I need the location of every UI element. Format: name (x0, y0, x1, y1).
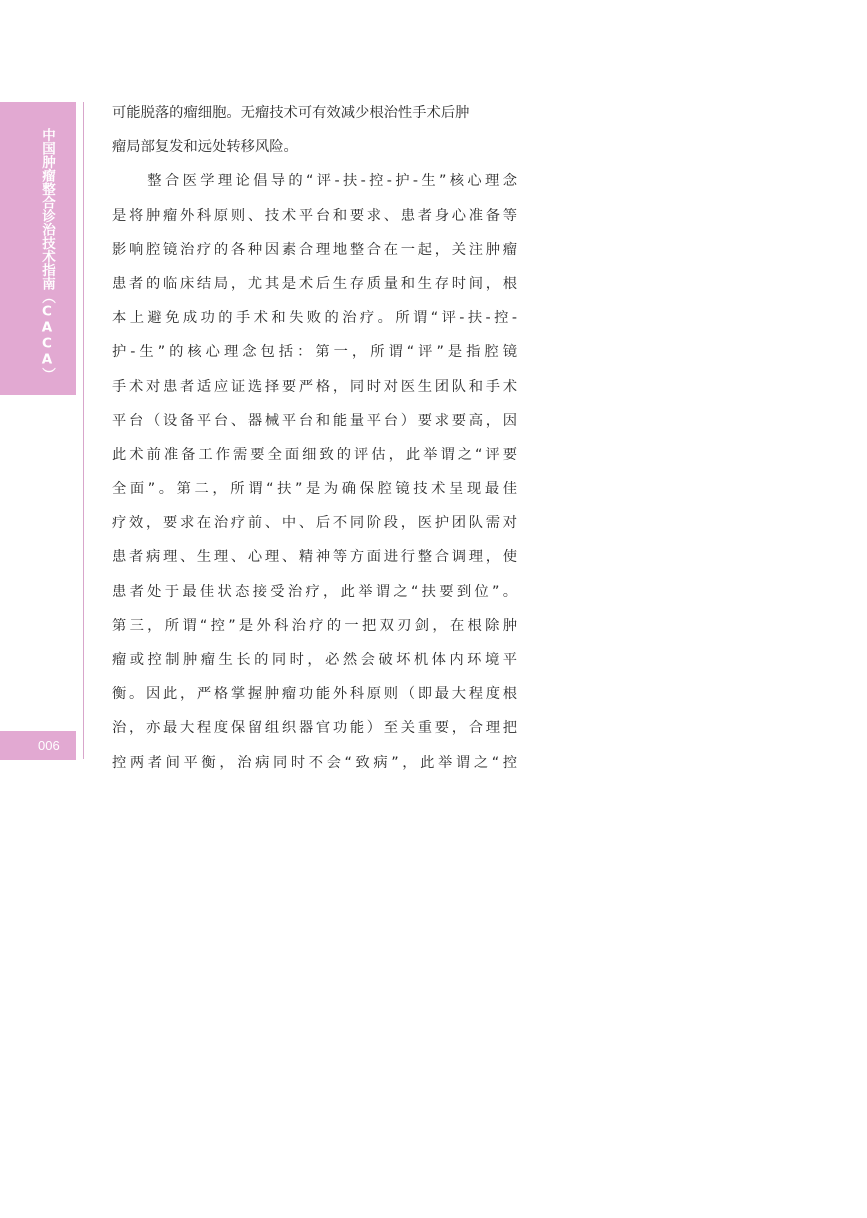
text-line: 平台（设备平台、器械平台和能量平台）要求要高，因 (112, 412, 517, 429)
text-line: 患者处于最佳状态接受治疗，此举谓之“扶要到位”。 (112, 583, 517, 600)
text-line: 是将肿瘤外科原则、技术平台和要求、患者身心准备等 (112, 207, 517, 224)
text-line: 疗效，要求在治疗前、中、后不同阶段，医护团队需对 (112, 515, 517, 532)
text-line: 影响腔镜治疗的各种因素合理地整合在一起，关注肿瘤 (112, 241, 517, 258)
text-line: 整合医学理论倡导的“评-扶-控-护-生”核心理念 (112, 173, 517, 190)
text-line: 本上避免成功的手术和失败的治疗。所谓“评-扶-控- (112, 310, 517, 327)
text-line: 衡。因此，严格掌握肿瘤功能外科原则（即最大程度根 (112, 686, 517, 703)
text-line: 治，亦最大程度保留组织器官功能）至关重要，合理把 (112, 720, 517, 737)
body-text (112, 96, 517, 780)
text-line: 患者的临床结局，尤其是术后生存质量和生存时间，根 (112, 275, 517, 292)
text-line: 全面”。第二，所谓“扶”是为确保腔镜技术呈现最佳 (112, 481, 517, 498)
text-line: 此术前准备工作需要全面细致的评估，此举谓之“评要 (112, 446, 517, 463)
text-line: 护-生”的核心理念包括：第一，所谓“评”是指腔镜 (112, 344, 517, 361)
vertical-rule (83, 102, 84, 759)
page-number: 006 (38, 738, 60, 753)
text-line: 患者病理、生理、心理、精神等方面进行整合调理，使 (112, 549, 517, 566)
text-line: 瘤局部复发和远处转移风险。 (112, 139, 298, 156)
text-line: 控两者间平衡，治病同时不会“致病”，此举谓之“控 (112, 754, 517, 771)
text-line: 第三，所谓“控”是外科治疗的一把双刃剑，在根除肿 (112, 617, 517, 634)
text-line: 手术对患者适应证选择要严格，同时对医生团队和手术 (112, 378, 517, 395)
book-title: 中国肿瘤整合诊治技术指南（CACA） (39, 128, 55, 381)
text-line: 可能脱落的瘤细胞。无瘤技术可有效减少根治性手术后肿 (112, 105, 470, 121)
text-line: 瘤或控制肿瘤生长的同时，必然会破坏机体内环境平 (112, 652, 517, 668)
